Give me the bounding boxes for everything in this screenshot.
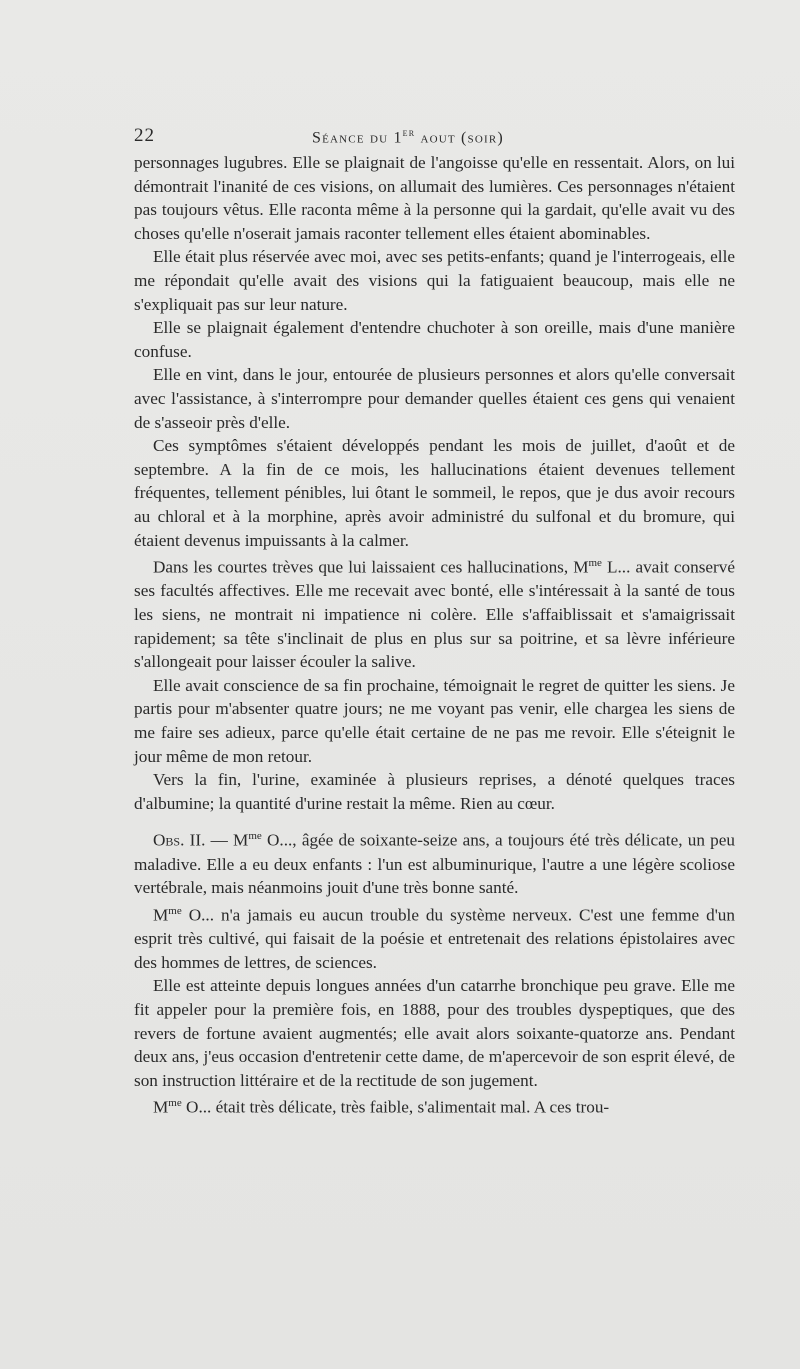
running-head-sup: er: [402, 127, 416, 139]
paragraph-text: — M: [205, 831, 249, 851]
paragraph-text: Dans les courtes trèves que lui laissaient ces hallucinations, M: [153, 557, 589, 577]
paragraph: [134, 1092, 735, 1119]
abbrev-sup: me: [588, 557, 602, 570]
paragraph-text: L... avait conservé ses facultés affectives. Elle me recevait avec bonté, elle s'intéressait à la santé de tous les siens, ne montrait ni impatience ni colère. Elle s'affaiblissait et s'amaigrissait rapidement; sa tête s'inclinait de plus en plus sur sa poitrine, et sa lèvre inférieure s'allongeait pour laisser écouler la salive.: [134, 557, 736, 672]
paragraph: personnages lugubres. Elle se plaignait de l'angoisse qu'elle en ressentait. Alors, on lui démontrait l'inanité de ces visions, on allumait des lumières. Ces personnages n'étaient pas toujours vêtus. Elle raconta même à la personne qui la gardait, qu'elle avait vu des choses qu'elle n'oserait jamais raconter tellement elles étaient abominables.: [134, 153, 735, 243]
paragraph-text: O... n'a jamais eu aucun trouble du système nerveux. C'est une femme d'un esprit très cultivé, qui faisait de la poésie et entretenait des relations épistolaires avec des hommes de lettres, de sciences.: [134, 905, 735, 972]
page-number: 22: [134, 125, 155, 146]
paragraph: Elle en vint, dans le jour, entourée de plusieurs personnes et alors qu'elle conversait avec l'assistance, à s'interrompre pour demander quelles étaient ces gens qui venaient de s'asseoir près d'elle.: [134, 365, 735, 432]
paragraph: Elle était plus réservée avec moi, avec ses petits-enfants; quand je l'interrogeais, elle me répondait qu'elle avait des visions qui la fatiguaient beaucoup, mais elle ne s'expliquait pas sur leur nature.: [134, 247, 735, 314]
paragraph-text: M: [153, 905, 169, 925]
observation-paragraph: [134, 825, 735, 900]
body-text: [134, 151, 735, 1120]
paragraph: Ces symptômes s'étaient développés pendant les mois de juillet, d'août et de septembre. A la fin de ce mois, les hallucinations étaient devenues tellement fréquentes, tellement pénibles, lui ôtant le sommeil, le repos, que je dus avoir recours au chloral et à la morphine, après avoir administré du sulfonal et du bromure, qui étaient devenus impuissants à la calmer.: [134, 436, 735, 550]
running-head: [312, 127, 504, 147]
paragraph: Elle se plaignait également d'entendre chuchoter à son oreille, mais d'une manière confuse.: [134, 318, 735, 361]
observation-label: Obs. II.: [153, 831, 206, 851]
paragraph-text: O..., âgée de soixante-seize ans, a toujours été très délicate, un peu maladive. Elle a eu deux enfants : l'un est albuminurique, l'autre a une légère scoliose vertébrale, mais néanmoins jouit d'une très bonne santé.: [134, 831, 735, 898]
running-head-post: aout (soir): [415, 129, 504, 147]
abbrev-sup: me: [168, 904, 182, 917]
running-head-pre: Séance du 1: [312, 129, 403, 147]
paragraph: [134, 900, 735, 975]
paragraph: [134, 552, 735, 674]
page-header: [134, 125, 734, 147]
paragraph-text: M: [153, 1098, 169, 1118]
paragraph: Elle avait conscience de sa fin prochaine, témoignait le regret de quitter les siens. Je partis pour m'absenter quatre jours; ne me voyant pas venir, elle chargea les siens de me faire ses adieux, parce qu'elle était certaine de ne pas me revoir. Elle s'éteignit le jour même de mon retour.: [134, 675, 735, 766]
paragraph-text: O... était très délicate, très faible, s'alimentait mal. A ces trou-: [181, 1098, 610, 1118]
paragraph: Vers la fin, l'urine, examinée à plusieurs reprises, a dénoté quelques traces d'albumine; la quantité d'urine restait la même. Rien au cœur.: [134, 770, 735, 813]
abbrev-sup: me: [168, 1097, 182, 1110]
paragraph: Elle est atteinte depuis longues années d'un catarrhe bronchique peu grave. Elle me fit appeler pour la première fois, en 1888, pour des troubles dyspeptiques, que des revers de fortune avaient augmentés; elle avait alors soixante-quatorze ans. Pendant deux ans, j'eus occasion d'entretenir cette dame, de m'apercevoir de son esprit élevé, de son instruction littéraire et de la rectitude de son jugement.: [134, 976, 735, 1090]
abbrev-sup: me: [248, 830, 262, 843]
